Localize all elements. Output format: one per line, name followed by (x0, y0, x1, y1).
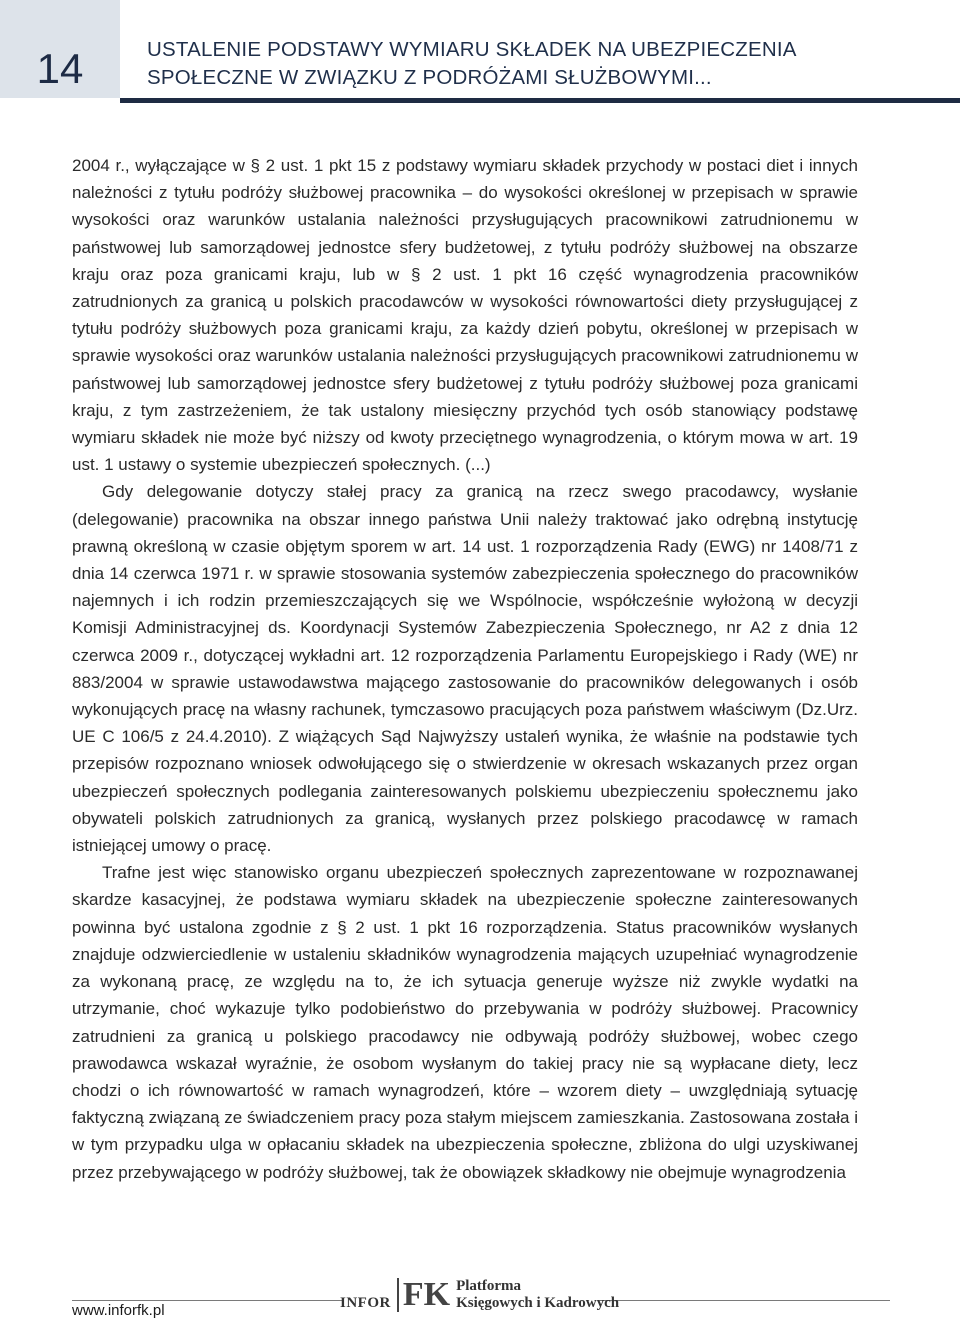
chapter-title (147, 36, 937, 92)
logo-tagline (456, 1278, 619, 1312)
body-text (72, 152, 858, 1186)
infor-fk-logo (340, 1272, 620, 1318)
logo-tagline-line1: Platforma (456, 1278, 522, 1294)
logo-fk-mark: FK (397, 1278, 450, 1312)
chapter-title-line1: USTALENIE PODSTAWY WYMIARU SKŁADEK NA UBEZPIECZENIA (147, 38, 797, 61)
page-number: 14 (36, 45, 84, 92)
logo-tagline-line2: Księgowych i Kadrowych (456, 1295, 620, 1311)
paragraph-1: 2004 r., wyłączające w § 2 ust. 1 pkt 15 z podstawy wymiaru składek przychody w postaci diet i innych należności z tytułu podróży służbowej pracownika – do wysokości określonej w przepisach w sprawie wysokości oraz warunków ustalania należności przysługujących pracownikowi zatrudnionemu w państwowej lub samorządowej jednostce sfery budżetowej, z tytułu podróży służbowej na obszarze kraju oraz poza granicami kraju, lub w § 2 ust. 1 pkt 16 część wynagrodzenia pracowników zatrudnionych za granicą u polskich pracodawców w wysokości równowartości diety przysługującej z tytułu podróży służbowych poza granicami kraju, za każdy dzień pobytu, określonej w przepisach w sprawie wysokości oraz warunków ustalania należności przysługujących pracownikowi zatrudnionemu w państwowej lub samorządowej jednostce sfery budżetowej z tytułu podróży służbowej poza granicami kraju, z tym zastrzeżeniem, że tak ustalony miesięczny przychód tych osób stanowiący podstawę wymiaru składek nie może być niższy od kwoty przeciętnego wynagrodzenia, o którym mowa w art. 19 ust. 1 ustawy o systemie ubezpieczeń społecznych. (...) (72, 156, 858, 475)
page-number-box (0, 0, 120, 98)
header-rule (120, 98, 960, 103)
paragraph-3: Trafne jest więc stanowisko organu ubezpieczeń społecznych zaprezentowane w rozpoznawanej skardze kasacyjnej, że podstawa wymiaru składek na ubezpieczenie społeczne zainteresowanych powinna być ustalona zgodnie z § 2 ust. 1 pkt 16 rozporządzenia. Status pracowników wysłanych znajduje odzwierciedlenie w ustaleniu składników wynagrodzenia mających uzupełniać wynagrodzenie za wykonaną pracę, ze względu na to, że ich sytuacja generuje wyższe niż zwykle wydatki na utrzymanie, choć wykazuje tylko podobieństwo do przebywania w podróży służbowej. Pracownicy zatrudnieni za granicą u polskiego pracodawcy nie odbywają podróży służbowej, wobec czego prawodawca wskazał wyraźnie, że osobom wysłanym do takiej pracy nie są wypłacane diety, lecz chodzi o ich równowartość w ramach wynagrodzeń, które – wzorem diety – uwzględniają sytuację faktyczną związaną ze świadczeniem pracy poza stałym miejscem zamieszkania. Zastosowana została i w tym przypadku ulga w opłacaniu składek na ubezpieczenia społeczne, zbliżona do ulgi uzyskiwanej przez przebywającego w podróży służbowej, tak że obowiązek składkowy nie obejmuje wynagrodzenia (72, 863, 858, 1182)
logo-infor-text: INFOR (340, 1295, 391, 1311)
footer-rule-right (600, 1300, 890, 1301)
chapter-title-line2: SPOŁECZNE W ZWIĄZKU Z PODRÓŻAMI SŁUŻBOWYMI... (147, 66, 712, 89)
footer-rule-left (72, 1300, 342, 1301)
footer-url[interactable]: www.inforfk.pl (72, 1302, 165, 1319)
paragraph-2: Gdy delegowanie dotyczy stałej pracy za granicą na rzecz swego pracodawcy, wysłanie (delegowanie) pracownika na obszar innego państwa Unii należy traktować jako odrębną instytucję prawną określoną w czasie objętym sporem w art. 14 ust. 1 rozporządzenia Rady (EWG) nr 1408/71 z dnia 14 czerwca 1971 r. w sprawie stosowania systemów zabezpieczenia społecznego do pracowników najemnych i ich rodzin przemieszczających się we Wspólnocie, współcześnie wyłożoną w decyzji Komisji Administracyjnej ds. Koordynacji Systemów Zabezpieczenia Społecznego, nr A2 z dnia 12 czerwca 2009 r., dotyczącej wykładni art. 12 rozporządzenia Parlamentu Europejskiego i Rady (WE) nr 883/2004 w sprawie ustawodawstwa mającego zastosowanie do pracowników delegowanych i osób wykonujących pracę na własny rachunek, tymczasowo pracujących poza państwem właściwym (Dz.Urz. UE C 106/5 z 24.4.2010). Z wiążących Sąd Najwyższy ustaleń wynika, że właśnie na podstawie tych przepisów rozpoznano wniosek odwołującego się o stwierdzenie w okresach wskazanych przez organ ubezpieczeń społecznych podlegania zainteresowanych polskiemu ubezpieczeniu społecznemu jako obywateli polskich zatrudnionych za granicą, wysłanych przez polskiego pracodawcę w ramach istniejącej umowy o pracę. (72, 482, 858, 856)
